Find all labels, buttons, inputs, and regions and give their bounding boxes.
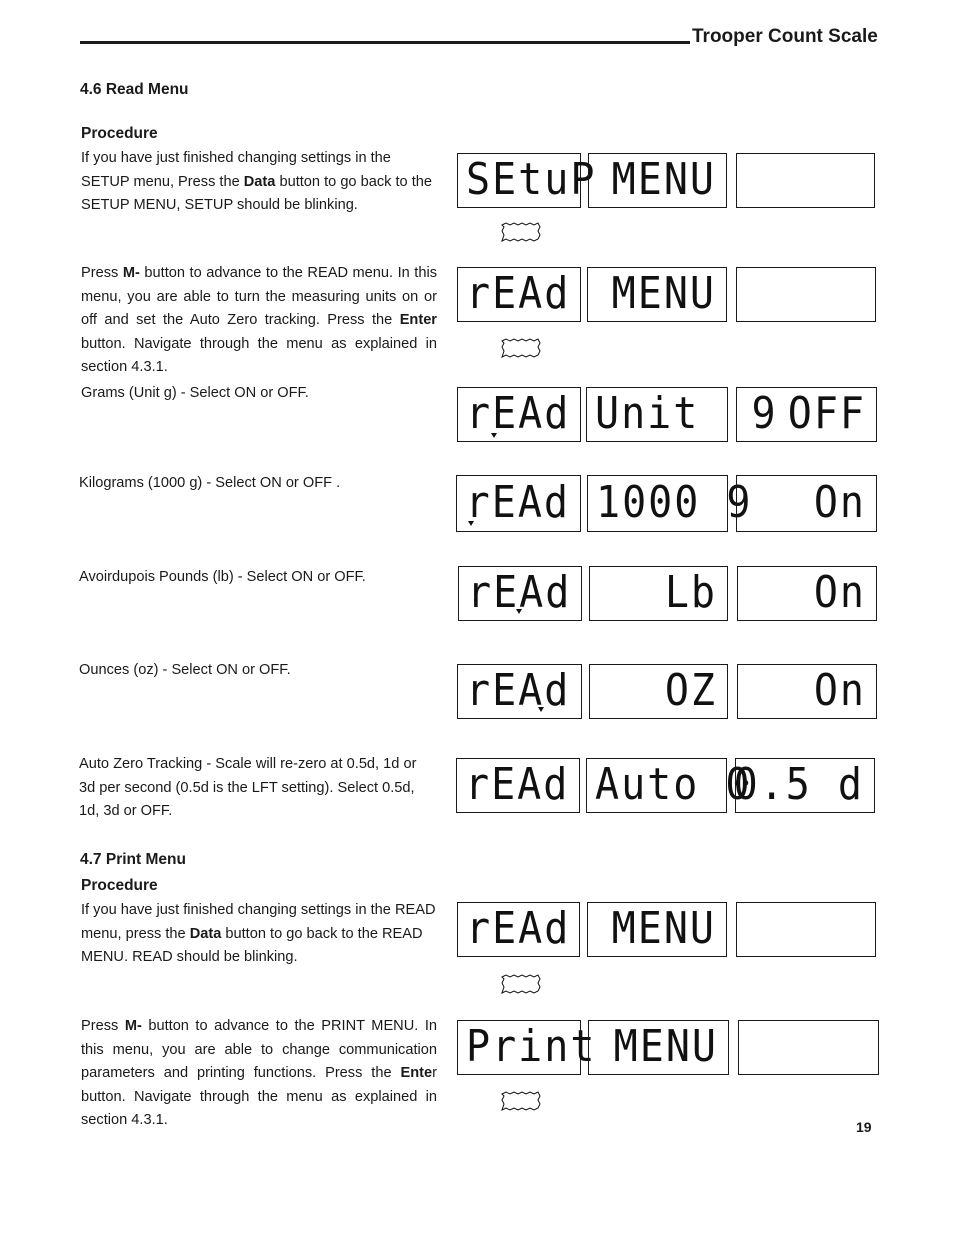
section-heading-read-menu: 4.6 Read Menu [80,81,189,98]
document-title: Trooper Count Scale [692,26,878,47]
paragraph-read-return: If you have just finished changing settings in the READ menu, press the Data button to go back to the READ MENU. READ should be blinking. [81,902,436,966]
m-minus-button-ref: M- [122,265,140,281]
lcd-display-right: On [737,664,877,719]
paragraph-ounces: Ounces (oz) - Select ON or OFF. [79,662,291,678]
blinking-indicator-icon [500,973,542,995]
lcd-display-left: rEAd [458,566,582,621]
paragraph-setup-return: If you have just finished changing settings in the SETUP menu, Press the Data button to go back to the SETUP MENU, SETUP should be blinking. [81,150,432,214]
pointer-arrow-icon [516,609,522,614]
paragraph-autozero: Auto Zero Tracking - Scale will re-zero at 0.5d, 1d or 3d per second (0.5d is the LFT setting). Select 0.5d, 1d, 3d or OFF. [79,756,417,820]
pointer-arrow-icon [491,433,497,438]
paragraph-print-menu: Press M- button to advance to the PRINT MENU. In this menu, you are able to change communication parameters and printing functions. Press the Enter button. Navigate through the menu as explained in section 4.3.1. [81,1018,437,1129]
lcd-display-right: On [736,475,877,532]
lcd-display-left: SEtuP [457,153,581,208]
lcd-display-middle: Auto 0 [586,758,727,813]
lcd-display-right: On [737,566,877,621]
procedure-heading: Procedure [81,877,158,894]
header-rule [80,41,690,44]
lcd-display-left: rEAd [456,475,581,532]
m-minus-button-ref: M- [124,1018,142,1034]
lcd-display-middle: MENU [588,1020,729,1075]
data-button-ref: Data [189,925,222,942]
lcd-display-middle: 1000 9 [587,475,728,532]
lcd-display-middle: Unit 9 [586,387,728,442]
lcd-display-left: rEAd [456,758,580,813]
lcd-display-middle: MENU [587,902,727,957]
pointer-arrow-icon [468,521,474,526]
lcd-display-left: rEAd [457,387,581,442]
lcd-display-right: 0.5 d [735,758,875,813]
lcd-display-left: Print [457,1020,581,1075]
enter-button-ref: Enter [399,312,437,329]
lcd-display-right [738,1020,879,1075]
lcd-display-right [736,153,875,208]
data-button-ref: Data [243,173,276,190]
lcd-display-right [736,902,876,957]
paragraph-pounds: Avoirdupois Pounds (lb) - Select ON or OFF. [79,569,366,585]
blinking-indicator-icon [500,337,542,359]
page-number: 19 [856,1119,872,1135]
lcd-display-middle: Lb [589,566,728,621]
blinking-indicator-icon [500,1090,542,1112]
lcd-display-left: rEAd [457,664,582,719]
paragraph-read-menu: Press M- button to advance to the READ menu. In this menu, you are able to turn the measuring units on or off and set the Auto Zero tracking. Press the Enter button. Navigate through the menu as explained in section 4.3.1. [81,265,438,376]
lcd-display-middle: MENU [588,153,727,208]
lcd-display-right: OFF [736,387,877,442]
lcd-display-left: rEAd [457,267,581,322]
paragraph-grams: Grams (Unit g) - Select ON or OFF. [81,385,309,401]
blinking-indicator-icon [500,221,542,243]
pointer-arrow-icon [538,707,544,712]
section-heading-print-menu: 4.7 Print Menu [80,851,186,868]
paragraph-kilograms: Kilograms (1000 g) - Select ON or OFF . [79,475,341,491]
procedure-heading: Procedure [81,125,158,142]
lcd-display-right [736,267,876,322]
lcd-display-middle: MENU [587,267,727,322]
enter-button-ref: Ente [400,1065,433,1082]
lcd-display-left: rEAd [457,902,580,957]
lcd-display-middle: OZ [589,664,728,719]
